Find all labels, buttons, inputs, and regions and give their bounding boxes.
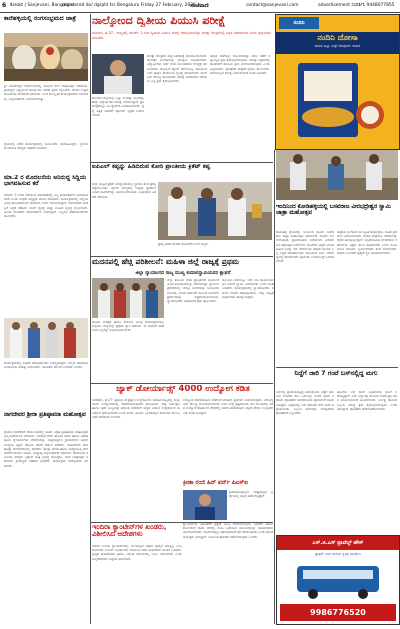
- left-story3-body: ಕಾರ್ಯಕ್ರಮದಲ್ಲಿ ಸಂಘದ ಪದಾಧಿಕಾರಿಗಳು ಉಪಸ್ಥಿತರಿದ್ದರು. ಗಣ್ಯರು ಮಾತನಾಡಿ ಸಂಘಟನೆಯ ಮಹತ್ವ ವಿವರಿಸಿದರು. ಯುವಕರು ಮುಂದೆ ಬರಬೇಕು ಎಂದರು.: [4, 361, 88, 370]
- temple-photo-image: [4, 33, 88, 81]
- contact-email: contact@sanjevani.com: [246, 3, 299, 8]
- bottom-col2: ಕ್ಯಾಂಟೀನ್‌ಗಳ ನಿರ್ವಹಣೆಗೆ ಪ್ರತ್ಯೇಕ ಸಮಿತಿ ರಚಿಸಲಾಗುವುದು. ಬಡವರು ಹಾಗೂ ಕಾರ್ಮಿಕರಿಗೆ ಕಡಿಮೆ ದರದಲ್ಲಿ ಊಟ ಒದಗಿಸುವ ಯೋಜನೆಯನ್ನು ಸಮರ್ಪಕವಾಗಿ ಜಾರಿಗೊಳಿಸಬೇಕು. ದೂರುಗಳಿದ್ದಲ್ಲಿ ಸಹಾಯವಾಣಿಗೆ ಕರೆ ಮಾಡಬಹುದು ಎಂದು ಪಾಲಿಕೆ ಆಯುಕ್ತರು ತಿಳಿಸಿದ್ದಾರೆ. ನಿಯಮಿತ ತಪಾಸಣೆ ನಡೆಸಲಾಗುವುದು ಎಂದರು.: [183, 522, 273, 539]
- jobs-col2: ಉದ್ಯೋಗ ಕಳೆದುಕೊಳ್ಳುವ ನೌಕರರಿಗೆ ಪರಿಹಾರ ಪ್ಯಾಕೇಜ್ ನೀಡಲಾಗುವುದು. ಆರೋಗ್ಯ ವಿಮೆ ಸೌಲಭ್ಯ ಮುಂದುವರಿಯಲಿದೆ ಎಂದು ಸಂಸ್ಥೆ ಸ್ಪಷ್ಟಪಡಿಸಿದೆ. ಐಟಿ ವಲಯದಲ್ಲಿ ಸತತ ಉದ್ಯೋಗ ಕಡಿತದಿಂದ ನೌಕರರಲ್ಲಿ ಆತಂಕ ಮನೆಮಾಡಿದೆ. ತಜ್ಞರು ಕೌಶಲ ಉನ್ನತೀಕರಣಕ್ಕೆ ಸಲಹೆ ನೀಡಿದ್ದಾರೆ.: [183, 398, 273, 415]
- health-story-body: ಗ್ರಾಮದ ನಾಗದೇವರ ದೇವಾಲಯದಲ್ಲಿ ನೂತನ ವಿಗ್ರಹ ಪ್ರತಿಷ್ಠಾಪನಾ ಮಹೋತ್ಸವ ವಿಜೃಂಭಣೆಯಿಂದ ನಡೆಯಿತು. ಬೆಳಗ್ಗೆಯಿಂದಲೇ ಹೋಮ ಹವನ ಹಾಗೂ ವಿಶೇಷ ಪೂಜಾ ಕೈಂಕರ್ಯಗಳು ನೆರವೇರಿದವು. ಸುತ್ತಮುತ್ತಲಿನ ಗ್ರಾಮಗಳಿಂದ ಅಪಾರ ಸಂಖ್ಯೆಯ ಭಕ್ತರು ಆಗಮಿಸಿ ದೇವರ ದರ್ಶನ ಪಡೆದರು. ಮಹಿಳೆಯರು ಕಳಸ ಹೊತ್ತು ಮೆರವಣಿಗೆಯಲ್ಲಿ ಸಾಗಿದರು. ಡೊಳ್ಳು ಕುಣಿತ ಹಾಗೂ ವಾದ್ಯಗೋಷ್ಠಿ ಮೆರವಣಿಗೆಗೆ ಮೆರುಗು ನೀಡಿತು. ಮಧ್ಯಾಹ್ನ ಅನ್ನಸಂತರ್ಪಣೆ ನಡೆಯಿತು. ದೇವಾಲಯ ಸಮಿತಿಯ ಸದಸ್ಯರು ಭಕ್ತರಿಗೆ ಸೂಕ್ತ ವ್ಯವಸ್ಥೆ ಕಲ್ಪಿಸಿದ್ದರು. ಸಂಜೆ ದೀಪೋತ್ಸವ ನಡೆಯಿತು. ಗ್ರಾಮಸ್ಥರು ಸಹಕಾರ ನೀಡಿದರು. ಕಾರ್ಯಕ್ರಮ ಯಶಸ್ವಿಯಾಗಿ ನೆರವೇರಿತು.: [4, 430, 88, 468]
- main-headline: ನಾಲ್ಕೋಂದ ದ್ವಿತೀಯ ಪಿಯುಸಿ ಪರೀಕ್ಷೆ: [92, 15, 226, 27]
- center-col3: ಮುಂದಿನ ದಿನಗಳಲ್ಲೂ ಇದೇ ರೀತಿ ಕಾರ್ಯನಿರ್ವಹಿಸಿ ಜನರಿಗೆ ನ್ಯಾಯ ಒದಗಿಸಬೇಕು ಎಂದು ಸಲಹೆ ನೀಡಿದರು. ಕಾರ್ಯಕ್ರಮದಲ್ಲಿ ನ್ಯಾಯಾಧೀಶರು, ವಕೀಲರ ಸಂಘದ ಪದಾಧಿಕಾರಿಗಳು, ಜಿಲ್ಲಾ ಮಟ್ಟದ ಅಧಿಕಾರಿಗಳು ಪಾಲ್ಗೊಂಡಿದ್ದರು.: [222, 278, 274, 299]
- edition-label: ಕೋಲಾರ | Sanjevani, Bangalore: [10, 3, 74, 8]
- center-subheadline: ಜಿಲ್ಲಾ ನ್ಯಾಯಾಂಗದ ರಾಜ್ಯ ಮುಖ್ಯ ಕುಮಾರಸ್ವಾಮಿಯವರ ಶ್ಲಾಘನೆ: [135, 271, 231, 276]
- ad-line: ಟ್ರಾಕ್ಟರ್ ನಿಂದ ಮನೆಯ ಸ್ಥಳಕ್ಕೆ ಸಂಪರ್ಕಿಸಿ: [314, 552, 362, 556]
- divider: [276, 367, 398, 368]
- left-headline: ಕಾರೆಹಳ್ಳಿಯಲ್ಲಿ ರಂಗಸಂಭ್ರಮದ ಜಾತ್ರೆ: [4, 16, 77, 22]
- skill-caption: ಪ್ರಶಸ್ತಿ ಪಡೆದ ತಂಡದ ಆಟಗಾರರೊಂದಿಗೆ ಗಣ್ಯರು.: [158, 242, 210, 246]
- ad-title: ನಂದಿನಿ ದೋಸಾ: [317, 33, 358, 42]
- dosa-pack-image: [284, 59, 392, 145]
- paper-name: ಸಂಜೆವಾಣಿ: [190, 3, 209, 9]
- ads-contact: advertisement ಸಂಪರ್ಕಿಸಿ 9448077855: [318, 3, 395, 8]
- award-photo-image: [92, 278, 164, 318]
- center-col1: ಮಹಿಳಾ ಸುರಕ್ಷತೆ ಹಾಗೂ ಕಾನೂನು ಅರಿವು ಕಾರ್ಯಕ್ರಮಗಳಲ್ಲಿ ಜಿಲ್ಲೆಯು ರಾಜ್ಯದಲ್ಲೇ ಪ್ರಥಮ ಸ್ಥಾನ ಪಡೆದಿದೆ. ಈ ಸಾಧನೆಗೆ ಸಹಕರಿಸಿದ ಎಲ್ಲರನ್ನು ಅಭಿನಂದಿಸಲಾಯಿತು.: [92, 320, 164, 333]
- cricket-cup-photo: [158, 182, 272, 240]
- left-story2-body: ಗ್ರಾಮದಲ್ಲಿ ನಡೆದ ಕಾರ್ಯಕ್ರಮದಲ್ಲಿ ಮುಖಂಡರು ಭಾಗವಹಿಸಿದ್ದರು. ಸ್ಥಳೀಯ ಪಂಚಾಯಿತಿ ಸದಸ್ಯರು ಸಹಕಾರ ನೀಡಿದರು.: [4, 142, 88, 151]
- ad-title: ಎಸ್.ಜಿ.ಎಸ್ ಟ್ರಾವೆಲ್ಸ್ ಹೌಸ್: [277, 536, 399, 550]
- divider: [90, 383, 273, 384]
- award-photo: [92, 278, 164, 318]
- night-headline: ನಿದ್ದೆಗೆ ಜಾರಿ 7 ಗಂಟೆ ಬಸ್‌ನಲ್ಲಿದ್ದ ಮಗು: [294, 370, 378, 377]
- travels-ad: [276, 535, 400, 625]
- column-rule: [90, 14, 91, 624]
- health-headline: ನಾಗದೇವರ ಶ್ರೀರಾ ಪ್ರತಿಷ್ಠಾಪನಾ ಮಹೋತ್ಸವ: [4, 412, 86, 418]
- right-headline: ಇಂದಿನಿಂದ ಕೋಡಿಹಳ್ಳಿಯಲ್ಲಿ ಬಸವರಾಜ ವೀರಭದ್ರೇಶ್ವರ ಸ್ವಾಮಿ ಜಾತ್ರಾ ಮಹೋತ್ಸವ: [276, 204, 391, 217]
- jobs-headline: ಜ್ಯಾಕ್‌ ಡೋರ್ಯಾಡ್ಸ್ 4000 ಉದ್ಯೋಗ ಕಡಿತ: [116, 385, 250, 394]
- center-headline: ಮದನಪಲ್ಲಿ ಹೆಚ್ಚಿ ಪರಿಶೀಲನೆ: ಮಹಿಳಾ ಜಿಲ್ಲೆ ರಾಜ್ಯಕ್ಕೆ ಪ್ರಥಮ: [92, 258, 240, 266]
- masthead: [0, 0, 400, 13]
- player-photo-image: [183, 490, 227, 520]
- night-col1: ಬಸ್‌ನಲ್ಲಿ ಪ್ರಯಾಣಿಸುತ್ತಿದ್ದ ಮಗುವೊಂದು ನಿದ್ದೆಗೆ ಜಾರಿ ಏಳು ಗಂಟೆಗಳ ಕಾಲ ಬಸ್‌ನಲ್ಲೇ ಉಳಿದ ಘಟನೆ ನಡೆದಿದೆ. ಪೋಷಕರು ಆತಂಕಗೊಂಡು ಪೊಲೀಸರಿಗೆ ದೂರು ನೀಡಿದ್ದರು. ಡಿಪೋದಲ್ಲಿ ಬಸ್ ತಪಾಸಣೆ ವೇಳೆ ಮಗು ಪತ್ತೆಯಾಯಿತು. ಸಿಬ್ಬಂದಿ ಮಗುವನ್ನು ಸುರಕ್ಷಿತವಾಗಿ ಪೋಷಕರಿಗೆ ಒಪ್ಪಿಸಿದರು.: [276, 390, 334, 416]
- cricket-headline: ಕ್ರೀಡಾ ರಂಜಿ ಹಿರ್ ಪರ್ನ್ ಪಿಎಸ್ಐ: [183, 480, 248, 486]
- cricket-body: ಕ್ರೀಡಾಪಟುವೊಬ್ಬರು ರಾಷ್ಟ್ರಮಟ್ಟದ ಸ್ಪರ್ಧೆಯಲ್ಲಿ ಚಿನ್ನದ ಪದಕ ಗೆದ್ದಿದ್ದಾರೆ.: [229, 490, 273, 499]
- nandini-ad: [275, 14, 400, 150]
- divider: [90, 162, 273, 163]
- jobs-col1: ನವದೆಹಲಿ, ಫೆ.27- ಪ್ರಮುಖ ತಂತ್ರಜ್ಞಾನ ಸಂಸ್ಥೆಯೊಂದು ಜಾಗತಿಕ ಮಟ್ಟದಲ್ಲಿ ನಾಲ್ಕು ಸಾವಿರ ಉದ್ಯೋಗಗಳನ್ನು ಕಡಿತಗೊಳಿಸುವುದಾಗಿ ಘೋಷಿಸಿದೆ. ವೆಚ್ಚ ನಿಯಂತ್ರಣ ಹಾಗೂ ಕೃತಕ ಬುದ್ಧಿಮತ್ತೆ ಆಧಾರಿತ ಸೇವೆಗಳಿಗೆ ಆದ್ಯತೆ ನೀಡುವ ಉದ್ದೇಶದಿಂದ ಈ ನಿರ್ಧಾರ ಕೈಗೊಳ್ಳಲಾಗಿದೆ ಎಂದು ಕಂಪನಿ ತಿಳಿಸಿದೆ. ಭಾರತದಲ್ಲಿನ ಕಚೇರಿಗಳ ಮೇಲೂ ಇದರ ಪರಿಣಾಮ ಬೀರಲಿದೆ.: [92, 398, 180, 419]
- main-col2: ಪರೀಕ್ಷಾ ಕೇಂದ್ರಗಳ ಸುತ್ತ ನಿಷೇಧಾಜ್ಞೆ ಜಾರಿಗೊಳಿಸಲಾಗಿದೆ. ಝೆರಾಕ್ಸ್ ಅಂಗಡಿಗಳನ್ನು ಮುಚ್ಚಲು ಸೂಚಿಸಲಾಗಿದೆ. ವಿದ್ಯಾರ್ಥಿಗಳು ಅರ್ಧ ಗಂಟೆ ಮುಂಚಿತವಾಗಿ ಕೇಂದ್ರಕ್ಕೆ ಆಗಮಿಸಬೇಕು. ಮೊಬೈಲ್ ಫೋನ್ ತರುವಂತಿಲ್ಲ. ಕುಡಿಯುವ ನೀರು ಹಾಗೂ ಶೌಚಾಲಯ ವ್ಯವಸ್ಥೆ ಮಾಡಲಾಗಿದೆ. ಸಾರಿಗೆ ಬಸ್ ಸೌಲಭ್ಯ ಕಲ್ಪಿಸಲಾಗಿದೆ. ಪರೀಕ್ಷೆ ಸುಗಮವಾಗಿ ನಡೆಯಲು ಎಲ್ಲ ಕ್ರಮ ಕೈಗೊಳ್ಳಲಾಗಿದೆ.: [147, 54, 207, 84]
- main-col3: ಜಾಗೃತ ದಳಗಳನ್ನು ನೇಮಿಸಲಾಗಿದ್ದು ನಕಲು ತಡೆಗೆ ಕಟ್ಟುನಿಟ್ಟಿನ ಕ್ರಮ ಕೈಗೊಳ್ಳಲಾಗುವುದು. ಪರೀಕ್ಷಾ ಅಕ್ರಮದಲ್ಲಿ ತೊಡಗಿದರೆ ಕಾನೂನು ಕ್ರಮ ಜರುಗಿಸಲಾಗುವುದು ಎಂದು ಎಚ್ಚರಿಸಿದರು. ಪೋಷಕರು ಮಕ್ಕಳಿಗೆ ಧೈರ್ಯ ತುಂಬಬೇಕು. ಆತಂಕವಿಲ್ಲದೆ ಪರೀಕ್ಷೆ ಎದುರಿಸುವಂತೆ ಸಲಹೆ ನೀಡಿದರು.: [210, 54, 270, 75]
- group-photo: [4, 318, 88, 358]
- right-col1: ಕೋಡಿಹಳ್ಳಿ ಗ್ರಾಮದಲ್ಲಿ ಇಂದಿನಿಂದ ಮೂರು ದಿನಗಳ ಕಾಲ ಜಾತ್ರಾ ಮಹೋತ್ಸವ ನಡೆಯಲಿದೆ. ಮೊದಲ ದಿನ ಗಂಗಾಪೂಜೆ, ಧ್ವಜಾರೋಹಣ ನಡೆಯಲಿದೆ. ಎರಡನೇ ದಿನ ರಥೋತ್ಸವ ಜರುಗಲಿದೆ. ಸಾವಿರಾರು ಭಕ್ತರು ಭಾಗವಹಿಸುವ ನಿರೀಕ್ಷೆ ಇದೆ. ದೇವಾಲಯ ಆಡಳಿತ ಮಂಡಳಿ ಎಲ್ಲ ಸಿದ್ಧತೆ ಮಾಡಿಕೊಂಡಿದೆ. ಕುಡಿಯುವ ನೀರು, ನೆರಳಿನ ವ್ಯವಸ್ಥೆ ಮಾಡಲಾಗಿದೆ. ಪೊಲೀಸ್ ಬಂದೋಬಸ್ತ್ ಒದಗಿಸಲಾಗಿದೆ.: [276, 230, 334, 264]
- meeting-photo: [276, 150, 398, 200]
- center-col2: ಜಿಲ್ಲಾ ಕಾನೂನು ಸೇವಾ ಪ್ರಾಧಿಕಾರದ ವತಿಯಿಂದ ವಿವಿಧ ಅಭಿಯಾನಗಳನ್ನು ನಡೆಸಲಾಗಿತ್ತು. ಗ್ರಾಮೀಣ ಪ್ರದೇಶಗಳಲ್ಲಿ ಜಾಗೃತಿ ಶಿಬಿರಗಳನ್ನು ಆಯೋಜಿಸಲಾಯಿತು. ಲೋಕ ಅದಾಲತ್ ಮೂಲಕ ಸಾವಿರಾರು ಪ್ರಕರಣಗಳನ್ನು ಇತ್ಯರ್ಥಪಡಿಸಲಾಯಿತು. ನ್ಯಾಯಾಧೀಶರು ಅಧಿಕಾರಿಗಳ ಶ್ರಮ ಶ್ಲಾಘಿಸಿದರು.: [167, 278, 219, 304]
- registration-line: registered do/ dgrphl tsr Bengaluru Friday 27 February, 2026: [62, 3, 196, 8]
- left-story-body: ಶ್ರೀ ಸೋಮೇಶ್ವರ ದೇವಾಲಯದಲ್ಲಿ ವಾರ್ಷಿಕ ರಂಗ ಮಹೋತ್ಸವ ನಡೆಯಿತು. ಗ್ರಾಮಸ್ಥರು ಭಕ್ತಿಯಿಂದ ಪಾಲ್ಗೊಂಡು ವಿಶೇಷ ಪೂಜೆ ಸಲ್ಲಿಸಿದರು. ದೇವರ ಉತ್ಸವ ಮೂರ್ತಿಯ ಮೆರವಣಿಗೆ ನಡೆಯಿತು. ಸಂಜೆ ಸಾಂಸ್ಕೃತಿಕ ಕಾರ್ಯಕ್ರಮಗಳು ಜರುಗಿದವು. ಅನ್ನಸಂತರ್ಪಣೆ ಏರ್ಪಡಿಸಲಾಗಿತ್ತು.: [4, 84, 88, 101]
- bottom-headline: ಇಂದಿರಾ ಕ್ಯಾಂಟೀನ್‌ಗಳ ಖಂಡರು, ವಿಶೀಲಿಸಿದ ಆದೇಶಗಳು: [92, 524, 167, 539]
- player-photo: [183, 490, 227, 520]
- group-photo-image: [4, 318, 88, 358]
- official-photo: [92, 54, 144, 94]
- main-intro: ಕೋಲಾರ, ಫೆ.27 - ರಾಜ್ಯದಲ್ಲಿ ಮಾರ್ಚ್ 1 ರಿಂದ ದ್ವಿತೀಯ ಪಿಯುಸಿ ಪರೀಕ್ಷೆ ಆರಂಭವಾಗಲಿದ್ದು ಪರೀಕ್ಷಾ ಕೇಂದ್ರಗಳಲ್ಲಿ ಸಿದ್ಧತೆ ನಡೆಸಲಾಗಿದೆ ಎಂದು ಜಿಲ್ಲಾಧಿಕಾರಿ ತಿಳಿಸಿದರು.: [92, 31, 272, 40]
- page-number: 6: [2, 2, 7, 9]
- ad-brand-logo: ನಂದಿನಿ: [279, 17, 319, 29]
- night-col2: ಘಟನೆಯ ಬಗ್ಗೆ ಸಾರಿಗೆ ಅಧಿಕಾರಿಗಳು ತನಿಖೆ ನಡೆಸುತ್ತಿದ್ದಾರೆ. ಬಸ್ ನಿಲ್ದಾಣಕ್ಕೆ ತಲುಪಿದ ನಂತರ ಪ್ರತಿ ಆಸನ ಪರಿಶೀಲಿಸುವಂತೆ ಸೂಚಿಸಲಾಗಿದೆ. ನಿರ್ಲಕ್ಷ್ಯ ತೋರಿದ ಸಿಬ್ಬಂದಿ ವಿರುದ್ಧ ಕ್ರಮ ಕೈಗೊಳ್ಳಲಾಗುವುದು ಎಂದು ತಿಳಿಸಿದ್ದಾರೆ. ಪೋಷಕರು ಜಾಗರೂಕರಾಗಿರಬೇಕು.: [337, 390, 397, 411]
- aid-story-body: ಮಾರ್ಚ್ 2 ರಂದು ನಡೆಯುವ ಸಮಾವೇಶದಲ್ಲಿ ಎಲ್ಲ ಕಾರ್ಯಕರ್ತರು ಭಾಗವಹಿಸಬೇಕು ಎಂದು ಸಂಘದ ಅಧ್ಯಕ್ಷರು ಮನವಿ ಮಾಡಿದರು. ಕಾರ್ಯಕ್ರಮದಲ್ಲಿ ಜಿಲ್ಲೆಯ ವಿವಿಧ ತಾಲೂಕುಗಳಿಂದ ಸಾವಿರಾರು ಜನರು ಆಗಮಿಸಲಿದ್ದಾರೆ. ಸಮಾವೇಶದ ಯಶಸ್ಸಿಗೆ ಸಿದ್ಧತೆ ನಡೆದಿದೆ. ಸಾರಿಗೆ ವ್ಯವಸ್ಥೆ ಮತ್ತು ಊಟದ ವ್ಯವಸ್ಥೆ ಕಲ್ಪಿಸಲಾಗಿದೆ. ಹಿರಿಯ ನಾಯಕರು ಮಾರ್ಗದರ್ಶನ ನೀಡಲಿದ್ದಾರೆ. ಎಲ್ಲರೂ ಸಹಕರಿಸಬೇಕೆಂದು ಕೋರಿದರು.: [4, 193, 88, 219]
- meeting-photo-image: [276, 150, 398, 200]
- aid-headline: ಮಾ.2 ರ ಮೊದಲನೆಯ ಅನಿರುದ್ದ ಸಿದ್ದಿಯ ಭಾಗವಹಿಸುವ ಕರೆ: [4, 175, 87, 188]
- ad-phone: 9986776520: [280, 604, 396, 621]
- ad-subtitle: ದೋಸೆ ಹಿಟ್ಟು ಮಿಕ್ಸ್ ಪರಿಪೂರ್ಣ ದೋಸೆ: [314, 44, 361, 48]
- skill-col1: ಜಿಲ್ಲಾ ಮಟ್ಟದ ಕ್ರಿಕೆಟ್ ಪಂದ್ಯಾವಳಿಯಲ್ಲಿ ಸ್ಥಳೀಯ ತಂಡ ಪ್ರಶಸ್ತಿ ಗೆದ್ದುಕೊಂಡಿತು. ಫೈನಲ್ ಪಂದ್ಯದಲ್ಲಿ ಉತ್ತಮ ಪ್ರದರ್ಶನ ನೀಡಿದ ಆಟಗಾರರನ್ನು ಅಭಿನಂದಿಸಲಾಯಿತು. ಬಹುಮಾನ ವಿತರಣೆ ನಡೆಯಿತು.: [92, 182, 156, 199]
- skill-headline: ಐಪಿಎಲ್ ಕಪ್ಪನ್ನು ಹಿಡಿದಿರುವ ಕೋರಿ ಪ್ರಾಂತೀಯ ಕ್ರಿಕೆಟ್ ಕಪ್ಪ: [92, 164, 211, 170]
- divider: [90, 256, 273, 257]
- column-rule: [274, 150, 275, 624]
- right-col2: ಜಾತ್ರೆಯ ಅಂಗವಾಗಿ ಸಾಂಸ್ಕೃತಿಕ ಕಾರ್ಯಕ್ರಮ, ನಾಟಕ ಪ್ರದರ್ಶನ ಏರ್ಪಡಿಸಲಾಗಿದೆ. ದನಗಳ ಜಾತ್ರೆಯೂ ನಡೆಯಲಿದ್ದು ರೈತರು ಪಾಲ್ಗೊಳ್ಳಲಿದ್ದಾರೆ. ಅನ್ನದಾಸೋಹ ನಿರಂತರವಾಗಿ ನಡೆಯಲಿದೆ. ಭಕ್ತರು ಶಾಂತಿ ಕಾಪಾಡಬೇಕು ಎಂದು ಸಮಿತಿ ಮನವಿ ಮಾಡಿದೆ. ಸ್ವಯಂಸೇವಕರ ತಂಡ ರಚಿಸಲಾಗಿದೆ. ವಾಹನ ನಿಲುಗಡೆಗೆ ಪ್ರತ್ಯೇಕ ಸ್ಥಳ ನಿಗದಿಪಡಿಸಲಾಗಿದೆ.: [337, 230, 397, 256]
- cricket-cup-image: [158, 182, 272, 240]
- bottom-col1: ನಗರದ ಇಂದಿರಾ ಕ್ಯಾಂಟೀನ್‌ಗಳಲ್ಲಿ ಗುಣಮಟ್ಟದ ಆಹಾರ ಪೂರೈಕೆ ಆಗುತ್ತಿಲ್ಲ ಎಂಬ ದೂರುಗಳು ಬಂದಿವೆ. ಅಧಿಕಾರಿಗಳು ಪರಿಶೀಲನೆ ನಡೆಸಿ ಸುಧಾರಣೆಗೆ ಸೂಚನೆ ನೀಡಿದರು. ಸ್ವಚ್ಛತೆ ಕಾಪಾಡಬೇಕು ಹಾಗೂ ನಿಗದಿತ ಸಮಯದಲ್ಲಿ ಊಟ ವಿತರಿಸಬೇಕು ಎಂದು ಗುತ್ತಿಗೆದಾರರಿಗೆ ಎಚ್ಚರಿಕೆ ನೀಡಲಾಗಿದೆ.: [92, 544, 182, 561]
- bus-image: [291, 560, 385, 600]
- official-photo-image: [92, 54, 144, 94]
- main-col1: ಕೋಲಾರ ಜಿಲ್ಲೆಯಲ್ಲಿ ಒಟ್ಟು ನಲವತ್ತು ಸಾವಿರಕ್ಕೂ ಹೆಚ್ಚು ವಿದ್ಯಾರ್ಥಿಗಳು ಪರೀಕ್ಷೆ ಬರೆಯಲಿದ್ದಾರೆ. ಪ್ರತಿ ಕೇಂದ್ರದಲ್ಲೂ ಸಿಸಿ ಕ್ಯಾಮೆರಾ ಅಳವಡಿಸಲಾಗಿದೆ. ಪ್ರಶ್ನೆ ಪತ್ರಿಕೆ ಸಾಗಣೆಗೆ ಪೊಲೀಸ್ ಭದ್ರತೆ ಒದಗಿಸಲಾಗಿದೆ.: [92, 96, 144, 117]
- temple-photo: [4, 33, 88, 81]
